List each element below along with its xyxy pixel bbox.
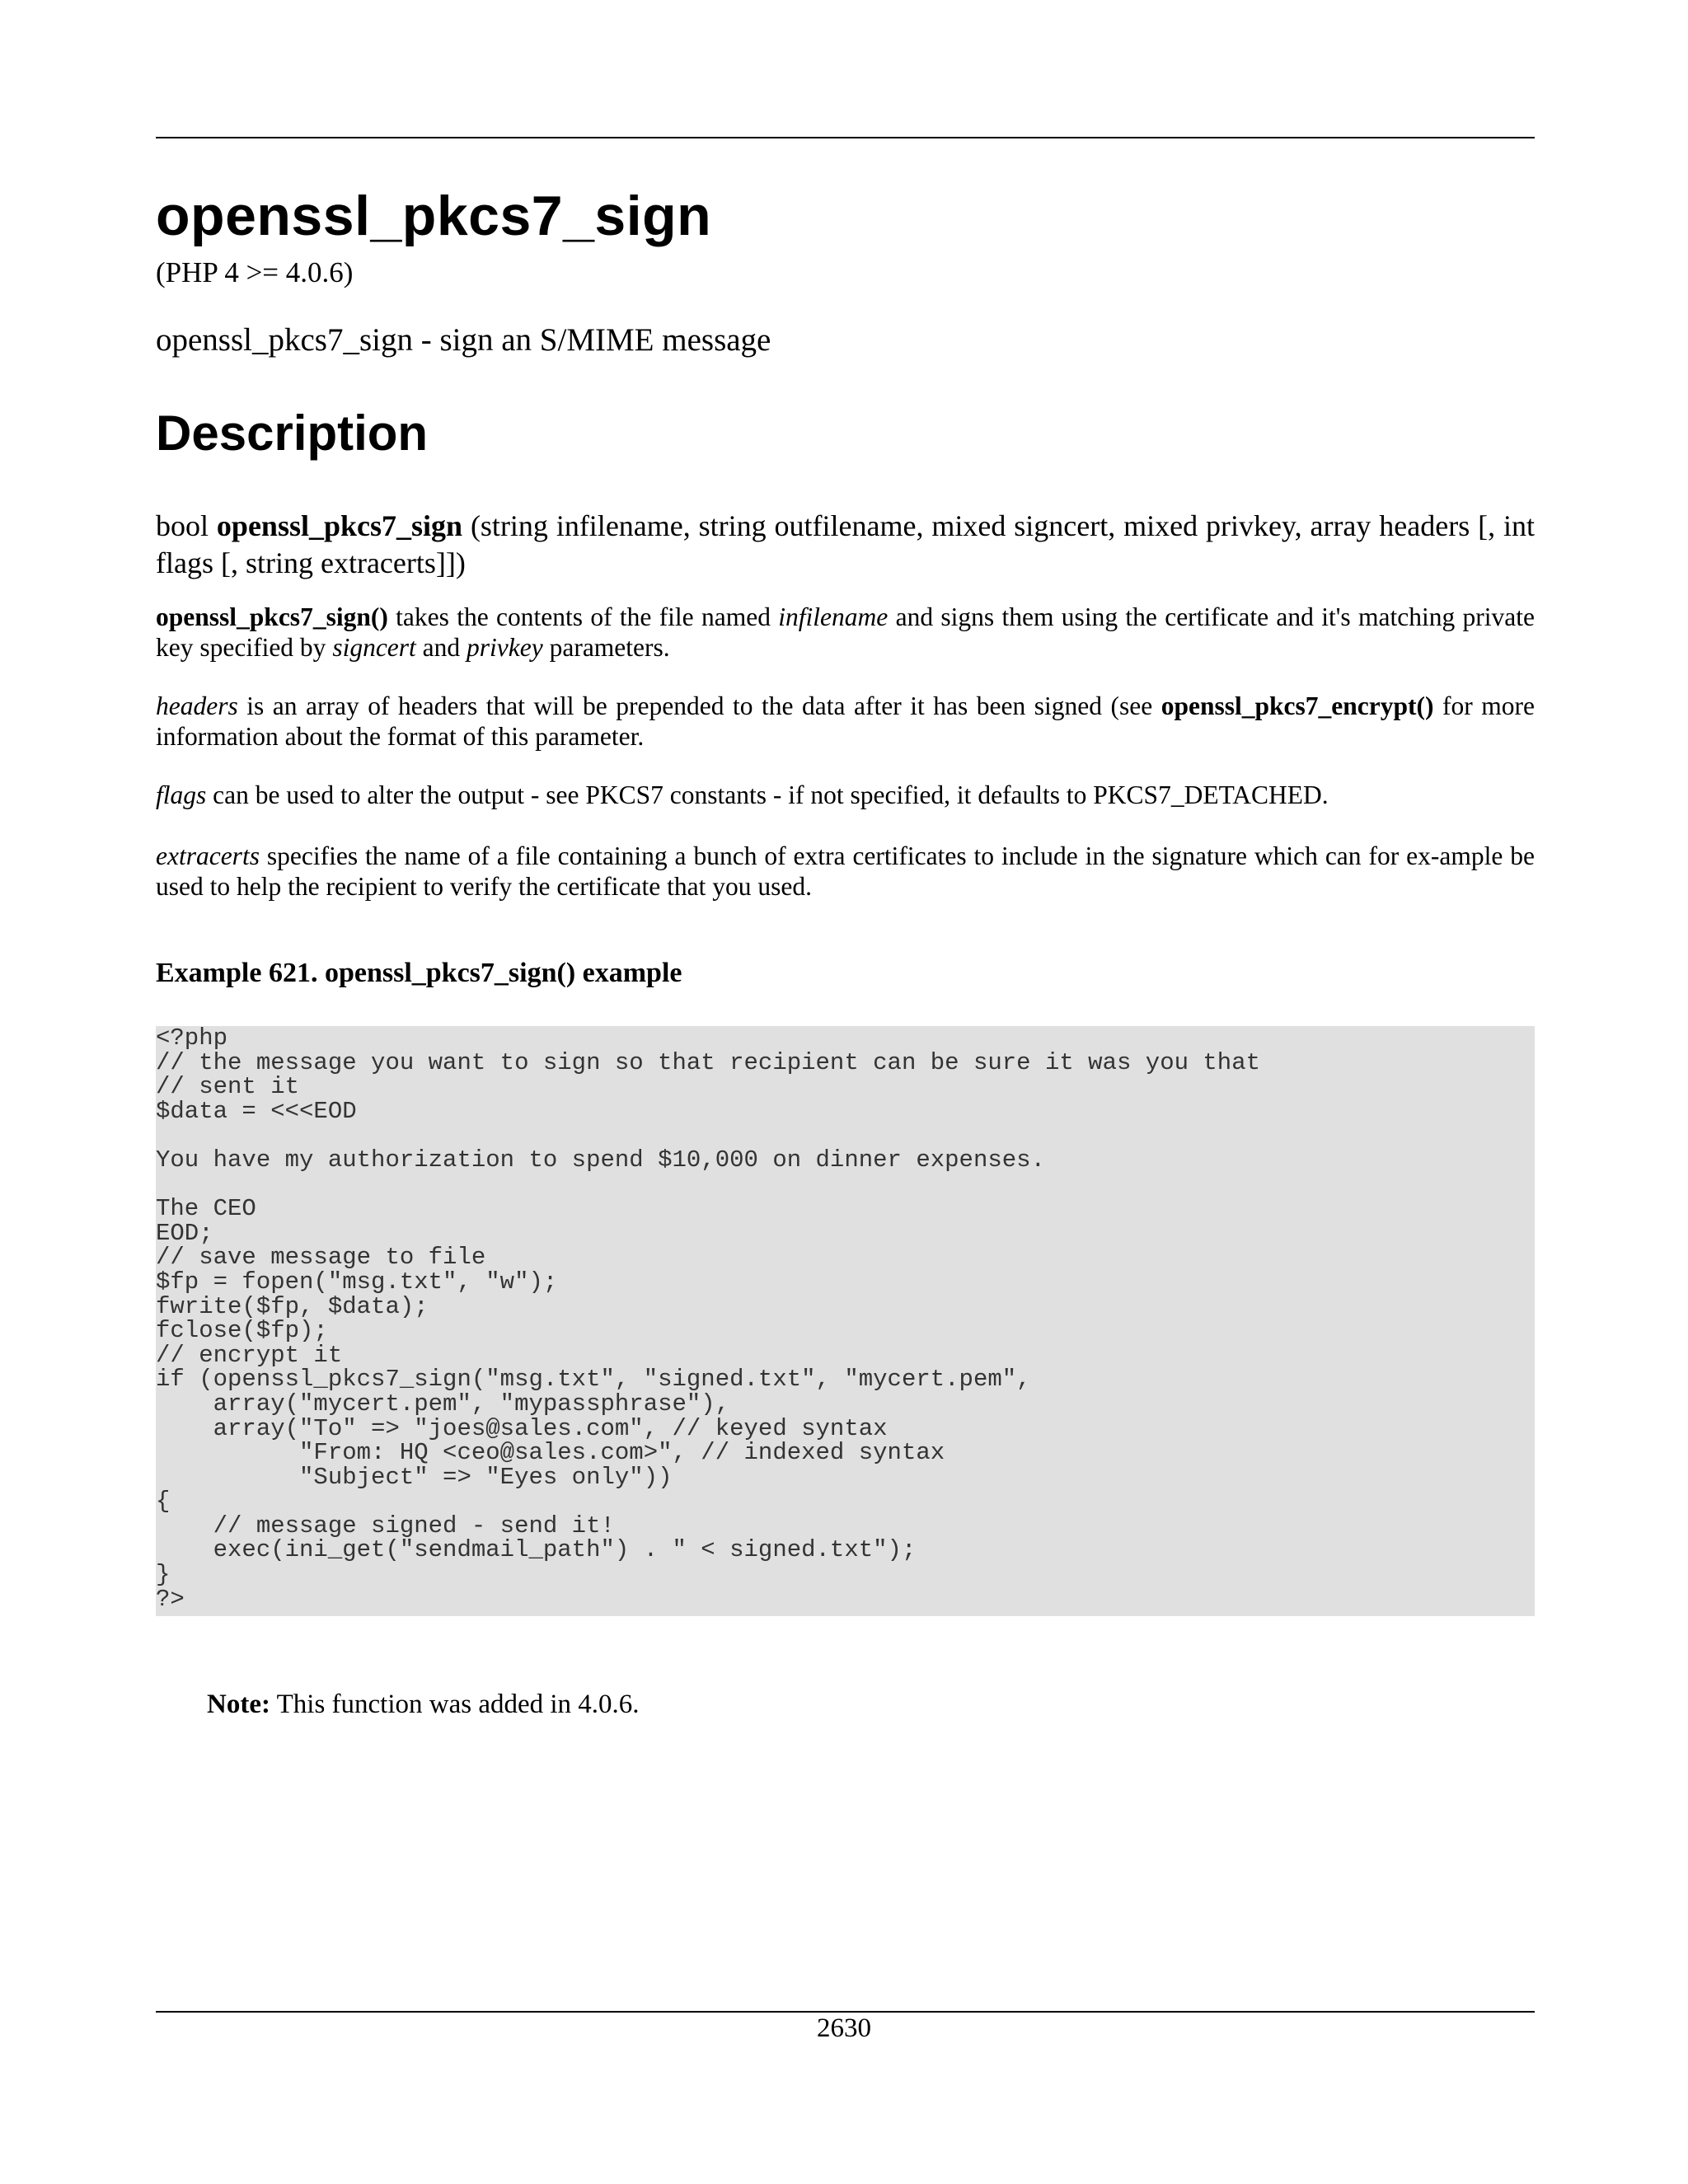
code-listing: <?php // the message you want to sign so that recipient can be sure it was you that // sent it $data = <<<EOD You have my authorization to spend $10,000 on dinner expenses. The CEO EOD; // save message to file $fp = fopen("msg.txt", "w"); fwrite($fp, $data); fclose($fp); // encrypt it if (openssl_pkcs7_sign("msg.txt", "signed.txt", "mycert.pem", array("mycert.pem", "mypassphrase"), array("To" => "joes@sales.com", // keyed syntax "From: HQ <ceo@sales.com>", // indexed syntax "Subject" => "Eyes only")) { // message signed - send it! exec(ini_get("sendmail_path") . " < signed.txt"); } ?> (156, 1024, 1261, 1613)
code-example-block (156, 1026, 1535, 1616)
parameter-ref: signcert (332, 633, 416, 662)
synopsis-params: (string infilename, string outfilename, mixed signcert, mixed privkey, array headers [, int flags [, string extracerts]]) (156, 509, 1536, 579)
parameter-ref: headers (156, 691, 238, 720)
parameter-ref: extracerts (156, 841, 260, 870)
description-paragraph-3: flags can be used to alter the output - see PKCS7 constants - if not specified, it defaults to PKCS7_DETACHED. (156, 780, 1329, 809)
version-note: (PHP 4 >= 4.0.6) (156, 256, 354, 288)
description-paragraph-2: headers is an array of headers that will be prepended to the data after it has been signed (see openssl_pkcs7_encrypt() for more information about the format of this parameter. (156, 691, 1535, 751)
parameter-ref: flags (156, 780, 207, 809)
note (207, 1690, 640, 1719)
page-title: openssl_pkcs7_sign (156, 185, 712, 247)
synopsis-return-type: bool (156, 509, 209, 542)
page-number: 2630 (817, 2013, 871, 2043)
function-synopsis (156, 508, 1535, 582)
header-rule (156, 137, 1535, 138)
refpurpose: openssl_pkcs7_sign - sign an S/MIME message (156, 322, 771, 358)
example-title: Example 621. openssl_pkcs7_sign() example (156, 958, 682, 988)
function-ref: openssl_pkcs7_encrypt() (1160, 691, 1434, 720)
function-ref: openssl_pkcs7_sign() (156, 602, 388, 631)
note-label: Note: (207, 1690, 270, 1719)
note-text: This function was added in 4.0.6. (270, 1690, 640, 1719)
parameter-ref: privkey (467, 633, 543, 662)
description-heading: Description (156, 405, 429, 461)
description-paragraph-4: extracerts specifies the name of a file containing a bunch of extra certificates to include in the signature which can for ex-ample be used to help the recipient to verify the certificate that you used. (156, 841, 1535, 901)
synopsis-function-name: openssl_pkcs7_sign (216, 509, 463, 542)
description-paragraph-1: openssl_pkcs7_sign() takes the contents of the file named infilename and signs them using the certificate and it's matching private key specified by signcert and privkey parameters. (156, 602, 1536, 662)
parameter-ref: infilename (778, 602, 889, 631)
